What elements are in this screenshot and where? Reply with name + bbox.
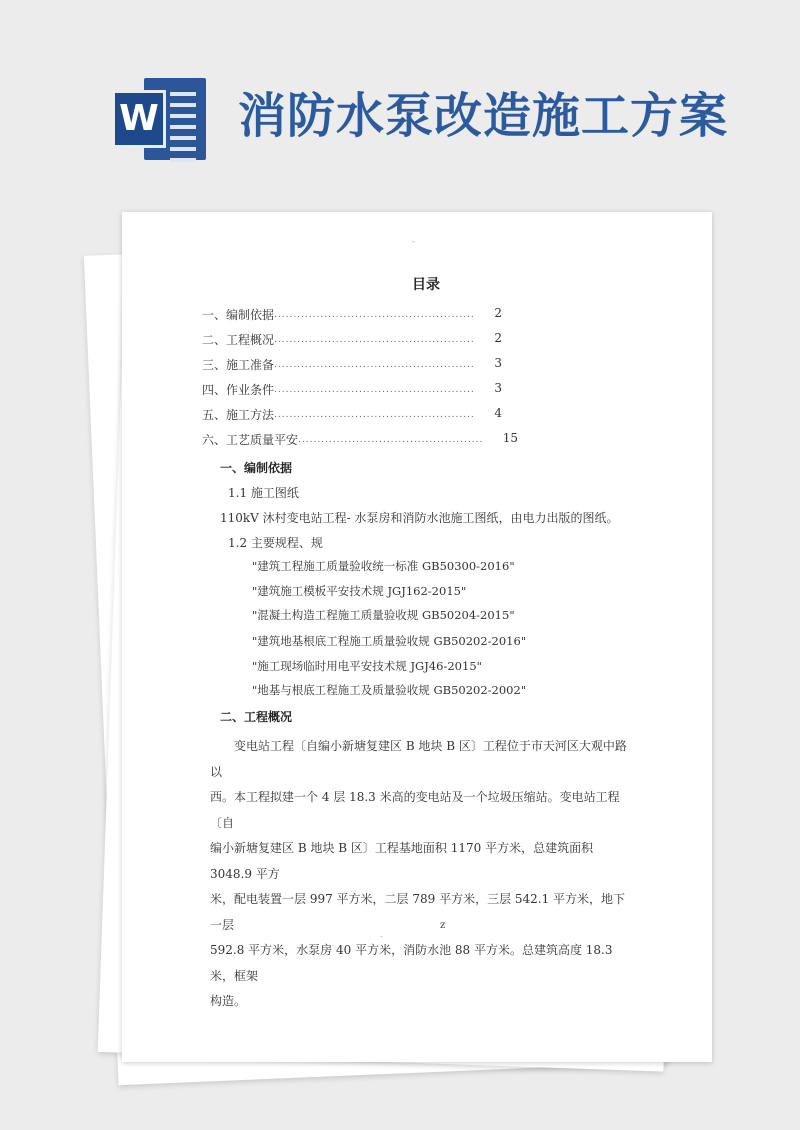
toc-item-page: 2 xyxy=(494,331,502,345)
standard-item: "混凝土构造工程施工质量验收规 GB50204-2015" xyxy=(252,608,515,622)
toc-item[interactable] xyxy=(202,381,502,401)
paragraph-line: 米，配电装置一层 997 平方米，二层 789 平方米，三层 542.1 平方米，地下一层 xyxy=(210,892,626,932)
paragraph: 110kV 沐村变电站工程- 水泵房和消防水池施工图纸，由电力出版的图纸。 xyxy=(220,511,619,525)
toc-item-page: 3 xyxy=(494,381,502,395)
toc-leader: ................................................ xyxy=(298,435,484,445)
toc-item-page: 15 xyxy=(502,431,518,445)
page-top-mark: - xyxy=(412,237,415,246)
section-heading: 一、编制依据 xyxy=(220,461,293,475)
toc-item-label: 三、施工准备 xyxy=(202,358,275,372)
toc-item-page: 3 xyxy=(494,356,502,370)
standard-item: "建筑地基根底工程施工质量验收规 GB50202-2016" xyxy=(252,634,527,648)
paragraph-line: 变电站工程〔自编小新塘复建区 B 地块 B 区〕工程位于市天河区大观中路以 xyxy=(210,739,627,779)
subsection-heading: 1.1 施工图纸 xyxy=(228,486,299,500)
toc-item-label: 一、编制依据 xyxy=(202,308,275,322)
toc-leader: .................................................... xyxy=(274,335,475,345)
section-heading: 二、工程概况 xyxy=(220,710,293,724)
toc-heading: 目录 xyxy=(412,277,440,293)
toc-leader: .................................................... xyxy=(274,385,475,395)
toc-leader: .................................................... xyxy=(274,410,475,420)
toc-item[interactable] xyxy=(202,356,502,376)
toc-item-page: 2 xyxy=(494,306,502,320)
overview-paragraph xyxy=(210,734,630,1015)
page-number: z xyxy=(440,920,446,931)
toc-item[interactable] xyxy=(202,406,502,426)
word-app-logo xyxy=(112,78,212,160)
banner-title: 消防水泵改造施工方案 xyxy=(238,88,729,144)
standard-item: "施工现场临时用电平安技术规 JGJ46-2015" xyxy=(252,659,482,673)
document-page xyxy=(122,212,712,1062)
paragraph-line: 构造。 xyxy=(210,994,247,1008)
page-bottom-mark: . xyxy=(380,930,383,939)
standard-item: "建筑施工模板平安技术规 JGJ162-2015" xyxy=(252,584,467,598)
paragraph-line: 编小新塘复建区 B 地块 B 区〕工程基地面积 1170 平方米，总建筑面积 3048.9 平方 xyxy=(210,841,594,881)
toc-leader: .................................................... xyxy=(274,310,475,320)
toc-item-label: 四、作业条件 xyxy=(202,383,275,397)
standard-item: "建筑工程施工质量验收统一标准 GB50300-2016" xyxy=(252,559,515,573)
standard-item: "地基与根底工程施工及质量验收规 GB50202-2002" xyxy=(252,683,527,697)
toc-item[interactable] xyxy=(202,306,502,326)
paragraph-line: 592.8 平方米，水泵房 40 平方米，消防水池 88 平方米。总建筑高度 18.3 米，框架 xyxy=(210,943,613,983)
toc-item-label: 六、工艺质量平安 xyxy=(202,433,299,447)
toc-item[interactable] xyxy=(202,431,518,451)
subsection-heading: 1.2 主要规程、规 xyxy=(228,536,323,550)
toc-item-label: 五、施工方法 xyxy=(202,408,275,422)
toc-item[interactable] xyxy=(202,331,502,351)
toc-item-label: 二、工程概况 xyxy=(202,333,275,347)
word-logo-letter: W xyxy=(112,90,166,148)
toc-leader: .................................................... xyxy=(274,360,475,370)
toc-item-page: 4 xyxy=(494,406,502,420)
paragraph-line: 西。本工程拟建一个 4 层 18.3 米高的变电站及一个垃圾压缩站。变电站工程〔自 xyxy=(210,790,620,830)
